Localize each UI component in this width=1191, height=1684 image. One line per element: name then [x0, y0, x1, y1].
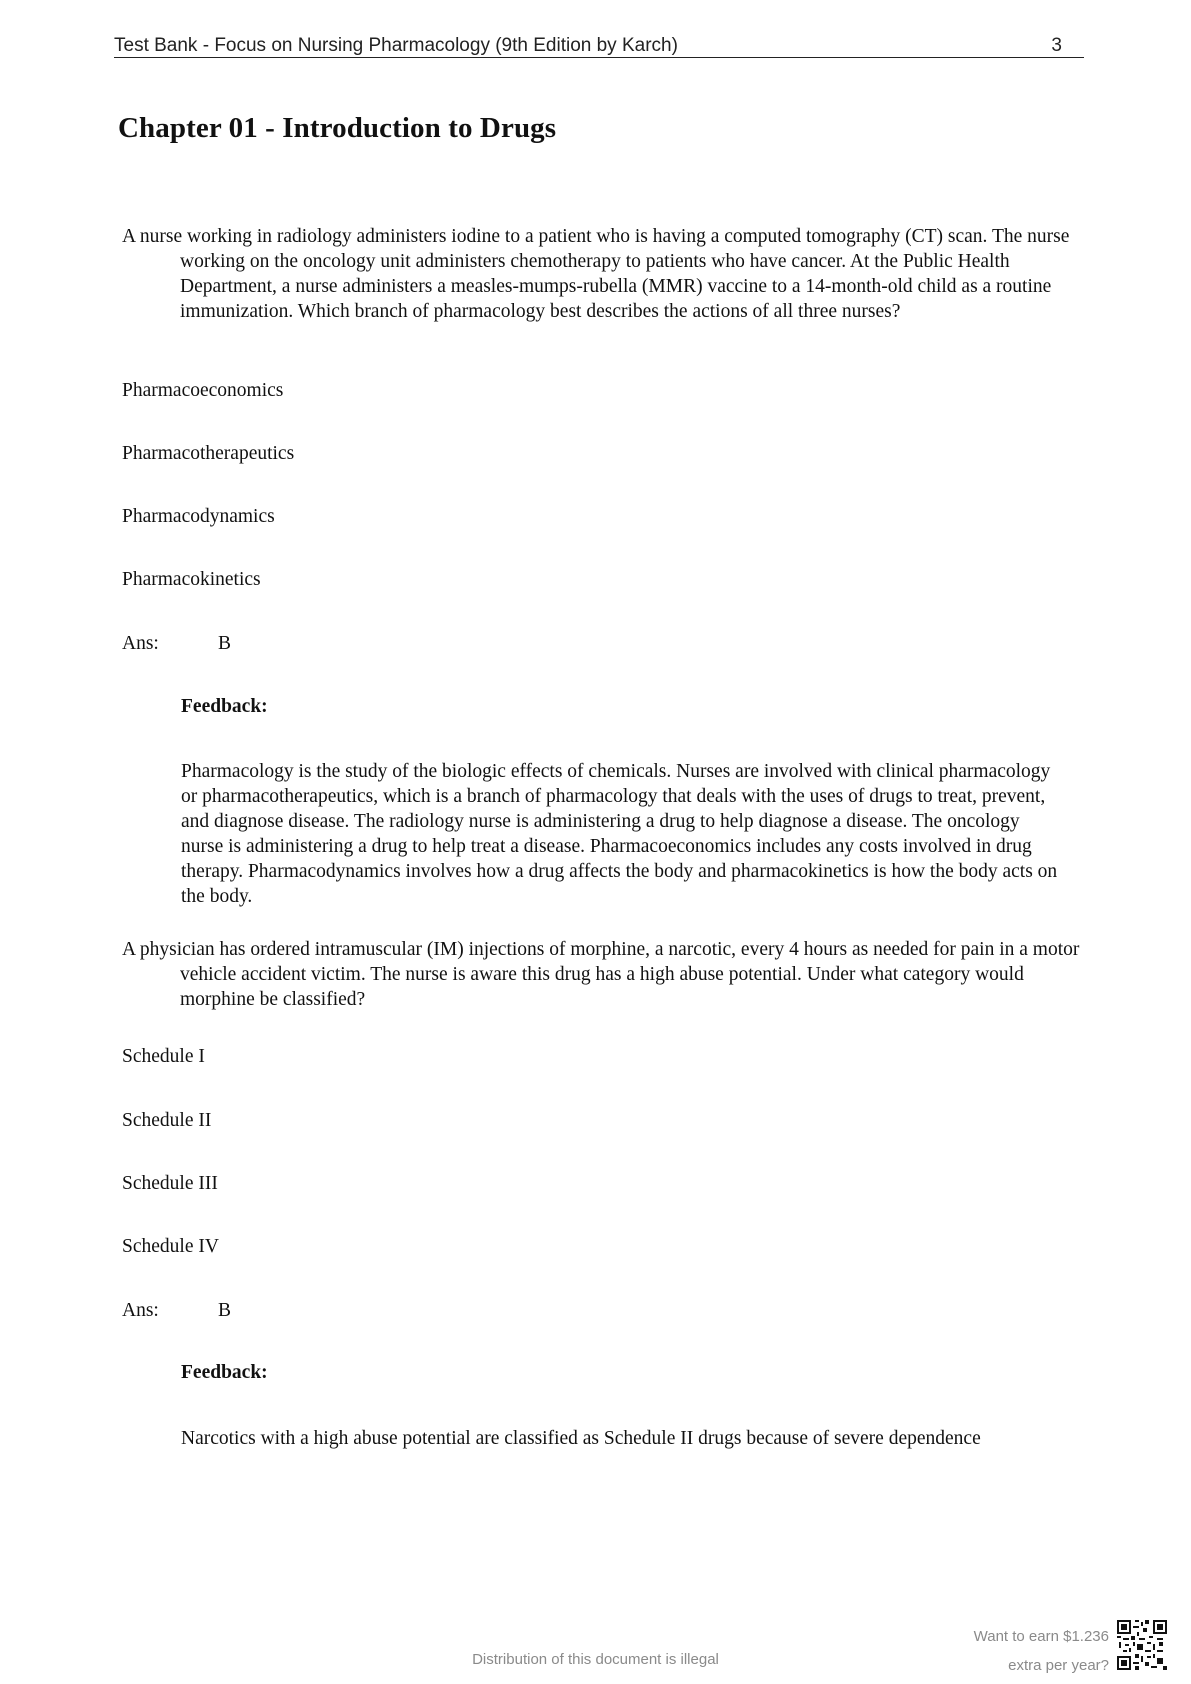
page-header: [114, 35, 1084, 58]
question-1-feedback-label: Feedback:: [181, 696, 268, 717]
question-2-option-b: Schedule II: [122, 1110, 212, 1131]
question-2-feedback-label: Feedback:: [181, 1362, 268, 1383]
answer-label: Ans:: [122, 1300, 159, 1321]
promo-line-2: extra per year?: [1008, 1657, 1109, 1674]
question-1-option-b: Pharmacotherapeutics: [122, 443, 295, 464]
promo-line-1: Want to earn $1.236: [973, 1628, 1109, 1645]
distribution-notice: Distribution of this document is illegal: [472, 1651, 719, 1668]
question-1-option-c: Pharmacodynamics: [122, 506, 275, 527]
question-2-option-d: Schedule IV: [122, 1236, 219, 1257]
question-2-text: A physician has ordered intramuscular (IM) injections of morphine, a narcotic, every 4 hours as needed for pain in a motor vehicle accident victim. The nurse is aware this drug has a high abuse potential. Under what category would morphine be classified?: [122, 939, 1080, 1010]
question-1-option-a: Pharmacoeconomics: [122, 380, 284, 401]
page-number: 3: [1051, 35, 1062, 56]
question-1-answer: [122, 633, 232, 655]
question-2-feedback-text: Narcotics with a high abuse potential are classified as Schedule II drugs because of severe dependence: [181, 1428, 981, 1449]
answer-value: B: [218, 633, 232, 654]
question-1-feedback-text: Pharmacology is the study of the biologic effects of chemicals. Nurses are involved with clinical pharmacology or pharmacotherapeutics, which is a branch of pharmacology that deals with the uses of drugs to treat, prevent, and diagnose disease. The radiology nurse is administering a drug to help diagnose a disease. The oncology nurse is administering a drug to help treat a disease. Pharmacoeconomics includes any costs involved in drug therapy. Pharmacodynamics involves how a drug affects the body and pharmacokinetics is how the body acts on the body.: [181, 761, 1058, 907]
answer-value: B: [218, 1300, 232, 1321]
earn-promo[interactable]: [974, 1622, 1109, 1680]
qr-code-icon[interactable]: [1117, 1620, 1167, 1670]
question-1-text: A nurse working in radiology administers iodine to a patient who is having a computed tomography (CT) scan. The nurse working on the oncology unit administers chemotherapy to patients who have cancer. At the Public Health Department, a nurse administers a measles-mumps-rubella (MMR) vaccine to a 14-month-old child as a routine immunization. Which branch of pharmacology best describes the actions of all three nurses?: [122, 226, 1070, 322]
header-title: Test Bank - Focus on Nursing Pharmacology (9th Edition by Karch): [114, 35, 678, 56]
answer-label: Ans:: [122, 633, 159, 654]
chapter-title: Chapter 01 - Introduction to Drugs: [118, 112, 557, 144]
question-1-option-d: Pharmacokinetics: [122, 569, 261, 590]
question-2-answer: [122, 1300, 232, 1322]
question-2-option-c: Schedule III: [122, 1173, 218, 1194]
question-2-option-a: Schedule I: [122, 1046, 205, 1067]
